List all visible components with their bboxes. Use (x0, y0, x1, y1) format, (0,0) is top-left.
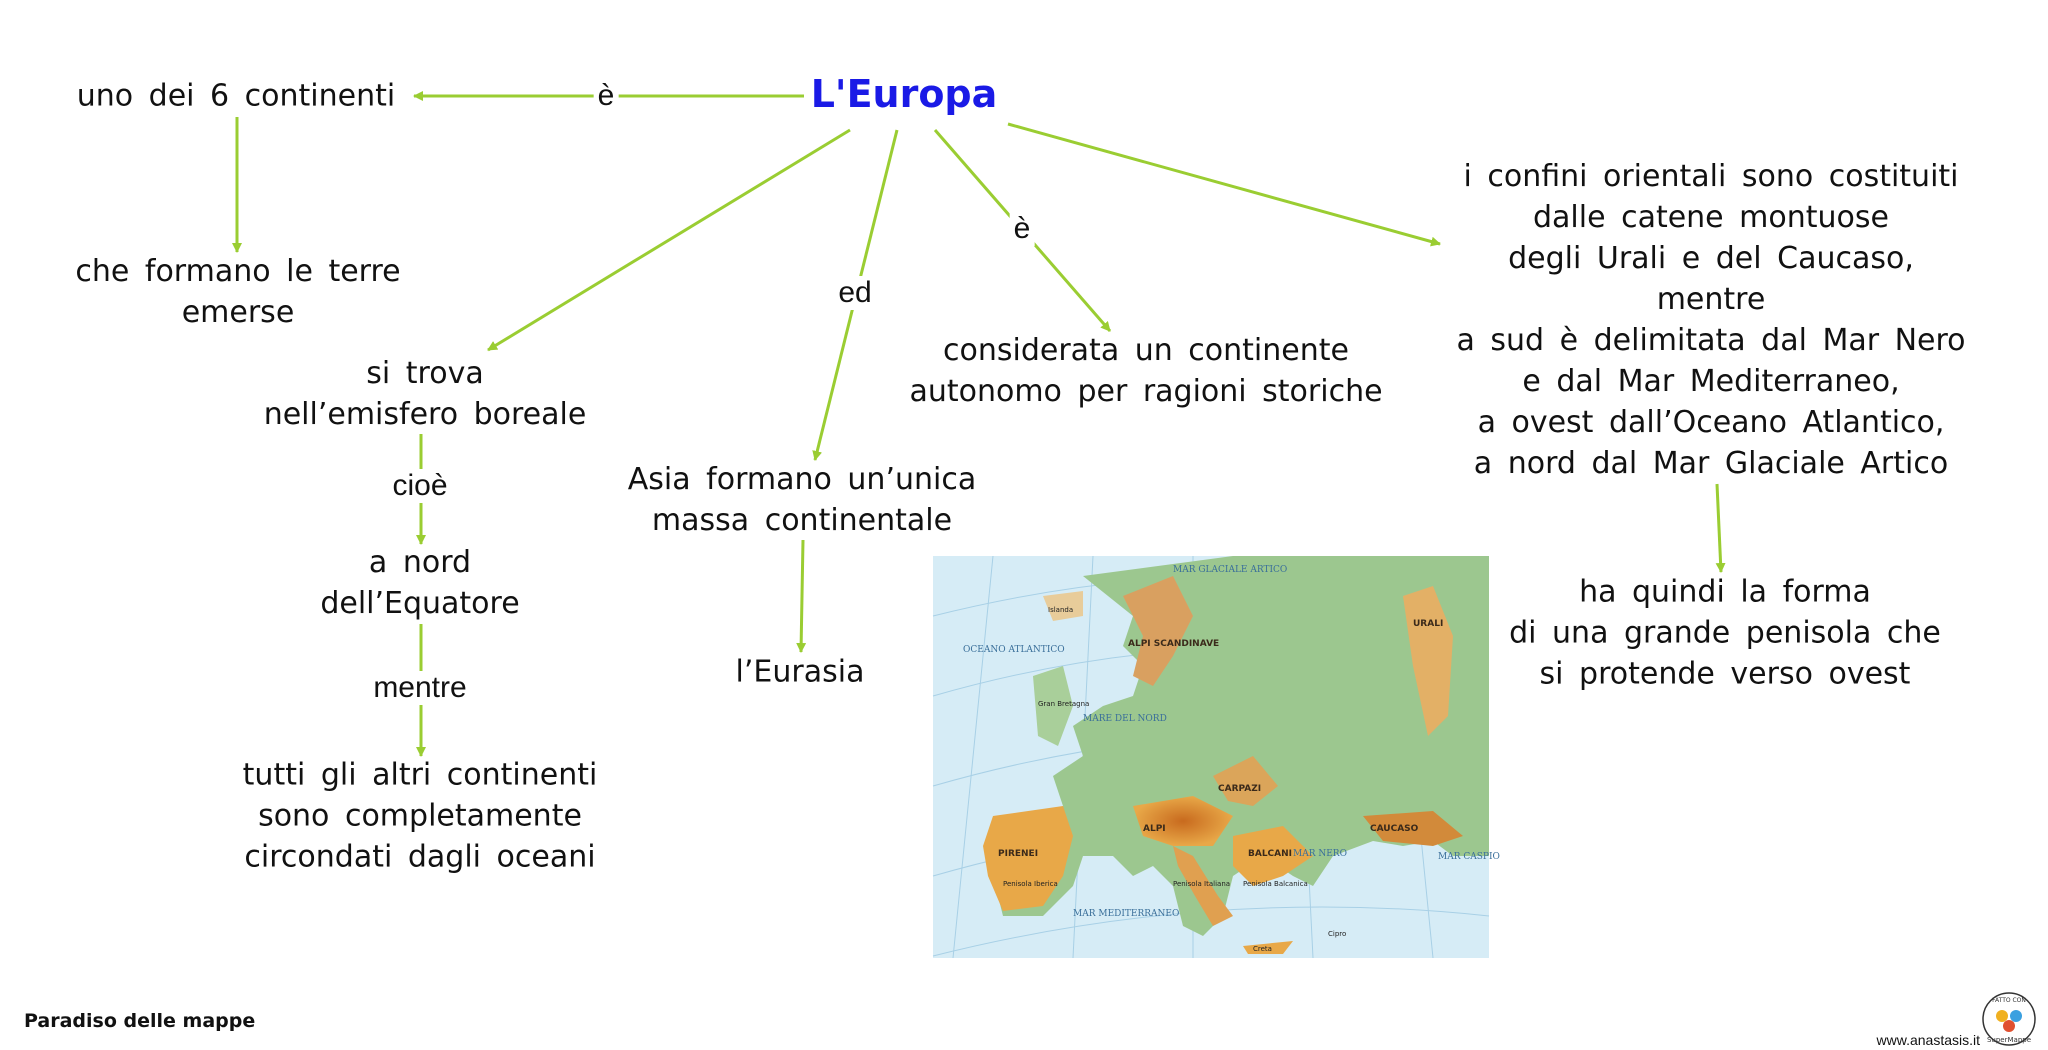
node-nord-line: dell’Equatore (320, 586, 520, 621)
map-label: MARE DEL NORD (1083, 714, 1167, 724)
node-confini (1456, 156, 1965, 484)
node-altri-line: circondati dagli oceani (244, 839, 596, 875)
arrow-europa-trova (488, 130, 850, 350)
node-confini-line: a sud è delimitata dal Mar Nero (1456, 323, 1966, 358)
node-altri-line: sono completamente (258, 798, 582, 834)
map-label: ALPI SCANDINAVE (1128, 639, 1220, 649)
link-label-mentre: mentre (369, 671, 470, 705)
node-confini-line: dalle catene montuose (1532, 200, 1889, 235)
supermappe-logo-icon (1980, 990, 2038, 1048)
node-altri-line: tutti gli altri continenti (242, 757, 598, 793)
node-confini-line: mentre (1656, 282, 1766, 317)
link-label-e-left: è (594, 79, 619, 113)
link-label-ed: ed (834, 276, 875, 310)
map-label: MAR MEDITERRANEO (1073, 909, 1180, 919)
map-label: Cipro (1328, 930, 1347, 938)
node-confini-line: degli Urali e del Caucaso, (1508, 241, 1914, 276)
node-trova-line: si trova (366, 356, 484, 391)
node-continenti: uno dei 6 continenti (76, 78, 396, 114)
node-considerata (909, 330, 1382, 412)
node-terre-line: emerse (181, 295, 295, 330)
map-label: MAR CASPIO (1438, 852, 1500, 862)
node-eurasia: l’Eurasia (735, 654, 865, 690)
node-confini-line: a nord dal Mar Glaciale Artico (1473, 446, 1949, 481)
node-altri (243, 755, 598, 878)
brand-label: Paradiso delle mappe (24, 1010, 256, 1032)
map-title: L'Europa (810, 72, 998, 116)
map-label: MAR NERO (1293, 849, 1347, 859)
map-label: OCEANO ATLANTICO (963, 645, 1065, 655)
node-forma-line: di una grande penisola che (1509, 615, 1941, 651)
link-label-e-right: è (1010, 212, 1035, 246)
node-terre (75, 251, 400, 333)
link-label-cioe: cioè (388, 469, 451, 503)
node-trova-line: nell’emisfero boreale (263, 397, 587, 432)
node-confini-line: e dal Mar Mediterraneo, (1522, 364, 1900, 399)
node-asia (628, 459, 976, 541)
node-forma-line: ha quindi la forma (1579, 574, 1871, 610)
logo-text-top: FATTO CON (1992, 997, 2026, 1004)
node-asia-line: massa continentale (651, 503, 953, 538)
europe-physical-map (933, 556, 1500, 958)
map-label: Gran Bretagna (1038, 700, 1090, 708)
node-nord (320, 542, 519, 624)
node-trova (264, 353, 587, 435)
map-label: ALPI (1143, 824, 1166, 834)
map-label: PIRENEI (998, 849, 1039, 859)
arrow-asia-eurasia (801, 540, 803, 652)
map-label: Penisola Italiana (1173, 880, 1231, 888)
map-label: CARPAZI (1218, 784, 1262, 794)
logo-text-bottom: SuperMappe (1986, 1036, 2032, 1044)
site-url: www.anastasis.it (1876, 1032, 1980, 1048)
map-label: URALI (1413, 619, 1444, 629)
node-forma-line: si protende verso ovest (1539, 656, 1911, 692)
map-label: Penisola Balcanica (1243, 880, 1308, 888)
map-label: Islanda (1048, 606, 1074, 614)
node-considerata-line: autonomo per ragioni storiche (909, 374, 1383, 409)
arrow-europa-confini (1008, 124, 1440, 244)
map-label: CAUCASO (1370, 824, 1419, 834)
map-label: Penisola Iberica (1003, 880, 1058, 888)
map-label: Creta (1253, 945, 1272, 953)
node-considerata-line: considerata un continente (943, 333, 1349, 368)
map-label: BALCANI (1248, 849, 1293, 859)
node-asia-line: Asia formano un’unica (627, 462, 977, 497)
node-confini-line: i confini orientali sono costituiti (1463, 159, 1959, 194)
node-confini-line: a ovest dall’Oceano Atlantico, (1477, 405, 1945, 440)
arrow-confini-forma (1717, 484, 1721, 572)
node-terre-line: che formano le terre (75, 254, 401, 289)
node-nord-line: a nord (368, 545, 472, 580)
map-label: MAR GLACIALE ARTICO (1173, 565, 1288, 575)
node-forma (1509, 572, 1941, 695)
